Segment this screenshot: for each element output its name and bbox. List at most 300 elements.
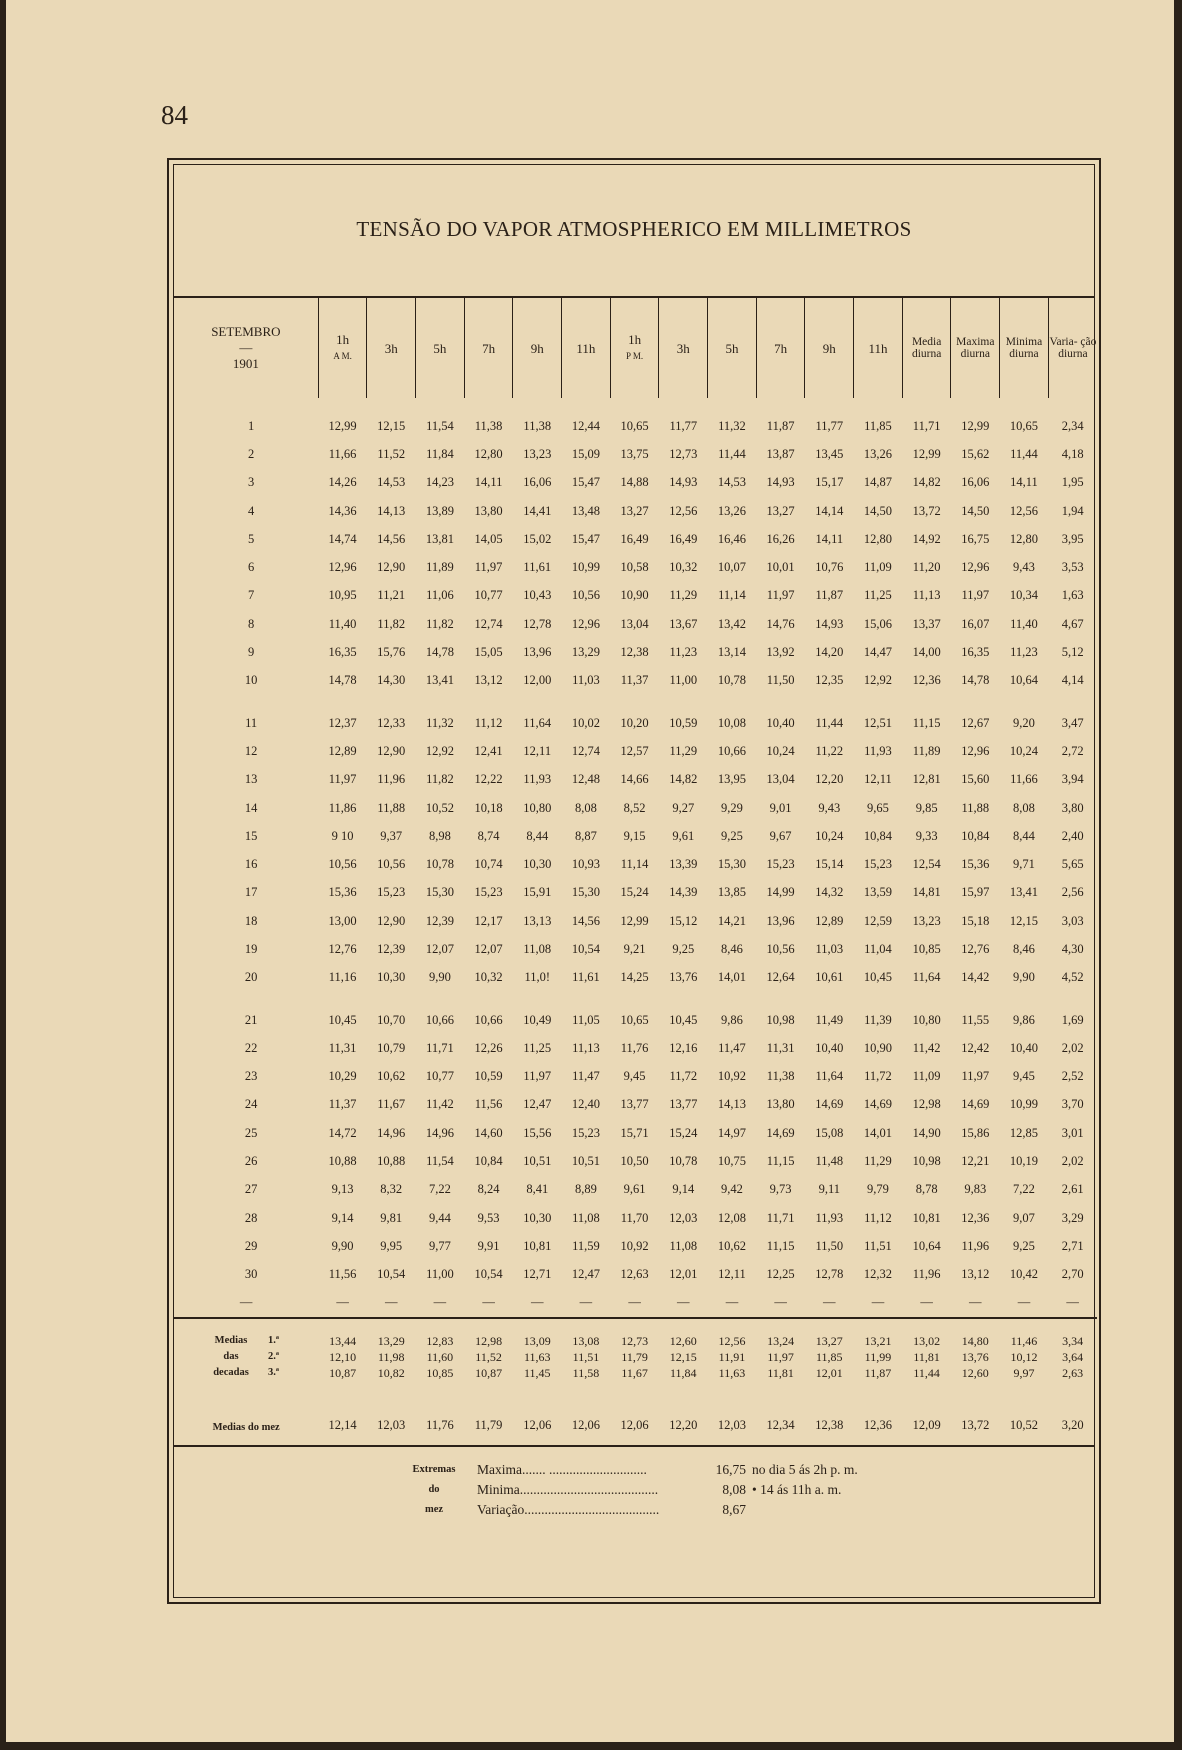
value-cell: 14,69 [961,1097,990,1112]
value-cell: 11,05 [572,1012,600,1027]
value-cell: 16,06 [961,475,990,490]
value-cell: 14,78 [961,673,990,688]
spacer-cell [174,398,318,412]
value-cell: 14,81 [912,885,941,900]
spacer-cell [659,1319,708,1333]
value-cell: 10,81 [912,1210,941,1225]
value-cell: 15,06 [863,616,893,631]
value-cell: 15,47 [571,475,600,490]
dash-cell: — [482,1295,495,1310]
spacer-cell [318,398,367,412]
spacer-cell [513,398,562,412]
extremes-label: Minima......................................... [477,1482,659,1497]
dash-cell: — [384,1295,398,1310]
value-cell: 10,56 [328,857,357,872]
table-row [174,709,1097,737]
value-cell: 11,96 [912,1267,941,1282]
value-cell: 9,11 [818,1182,840,1197]
value-cell: 14,56 [571,913,600,928]
header-hour [318,298,367,398]
value-cell: 8,44 [526,828,549,843]
value-cell: 15,23 [474,885,503,900]
value-cell: 10,75 [717,1154,746,1169]
extremes-note: • 14 ás 11h a. m. [752,1482,842,1497]
value-cell: 9,33 [915,828,938,843]
spacer-cell [318,1319,367,1333]
value-cell: 12,33 [377,715,406,730]
value-cell: 14,00 [912,645,941,660]
value-cell: 13,29 [571,645,600,660]
day-cell: 6 [247,560,255,575]
decade-value-cell: 11,98 [377,1349,405,1364]
table-row [174,582,1097,610]
month-label: Medias do mez [212,1421,280,1433]
value-cell: 13,27 [620,503,649,518]
value-cell: 13,59 [863,885,893,900]
value-cell: 8,87 [574,828,597,843]
value-cell: 8,41 [526,1182,549,1197]
decade-value-cell: 10,87 [329,1365,357,1380]
value-cell: 13,80 [474,503,503,518]
value-cell: 15,97 [961,885,990,900]
value-cell: 12,59 [863,913,893,928]
decade-value-cell: 11,45 [523,1365,551,1380]
value-cell: 10,51 [523,1154,552,1169]
value-cell: 10,62 [717,1238,746,1253]
value-cell: 11,03 [815,941,844,956]
value-cell: 10,32 [669,560,698,575]
spacer-cell [951,1319,1000,1333]
value-cell: 10,79 [377,1040,406,1055]
value-cell: 11,56 [474,1097,503,1112]
value-cell: 13,96 [766,913,795,928]
bottom-rule [174,1445,1094,1447]
value-cell: 9,15 [623,828,646,843]
value-cell: 12,99 [912,446,941,461]
value-cell: 12,08 [717,1210,746,1225]
value-cell: 2,70 [1061,1267,1084,1282]
value-cell: 14,92 [912,531,941,546]
table-row [174,469,1097,497]
value-cell: 11,40 [1010,616,1038,631]
header-row [174,298,1097,398]
gap-cell [756,695,805,709]
value-cell: 11,44 [718,446,746,461]
value-cell: 14,93 [815,616,844,631]
value-cell: 13,77 [620,1097,649,1112]
value-cell: 15,18 [961,913,990,928]
value-cell: 10,08 [717,715,746,730]
spacer-cell [174,1319,318,1333]
decade-value-cell: 12,15 [669,1349,697,1364]
spacer-cell [416,1319,465,1333]
value-cell: 11,87 [766,418,795,433]
value-cell: 10,58 [620,560,649,575]
value-cell: 11,12 [864,1210,892,1225]
value-cell: 11,97 [328,772,357,787]
value-cell: 14,97 [717,1125,746,1140]
value-cell: 12,32 [863,1267,893,1282]
header-month-dash: — [239,340,253,355]
value-cell: 12,74 [474,616,503,631]
value-cell: 8,89 [574,1182,597,1197]
value-cell: 14,50 [863,503,893,518]
value-cell: 9,14 [672,1182,695,1197]
value-cell: 12,39 [377,941,406,956]
day-cell: 11 [245,715,258,730]
decade-value-cell: 12,60 [669,1333,697,1348]
value-cell: 10,66 [717,743,746,758]
day-cell: 1 [247,418,255,433]
decade-mark: 3.ª [268,1366,280,1378]
value-cell: 12,99 [961,418,990,433]
dash-cell: — [628,1295,641,1310]
table-row [174,964,1097,992]
decade-row [174,1365,1097,1381]
value-cell: 13,26 [863,446,893,461]
table-row [174,1006,1097,1034]
value-cell: 10,78 [425,857,454,872]
value-cell: 9,85 [915,800,938,815]
value-cell: 10,29 [328,1069,357,1084]
value-cell: 12,80 [1009,531,1039,546]
value-cell: 10,45 [669,1012,698,1027]
spacer-cell [951,398,1000,412]
value-cell: 9,81 [380,1210,403,1225]
value-cell: 15,12 [669,913,698,928]
value-cell: 11,13 [572,1040,600,1055]
header-hour-label: 1h [336,332,350,347]
value-cell: 12,96 [961,560,990,575]
value-cell: 10,99 [571,560,600,575]
value-cell: 15,24 [669,1125,698,1140]
value-cell: 14,32 [815,885,844,900]
value-cell: 5,65 [1061,857,1084,872]
dash-cell: — [531,1295,544,1310]
day-cell: 13 [244,772,258,787]
dash-cell: — [969,1295,982,1310]
value-cell: 11,44 [1010,446,1038,461]
value-cell: 12,51 [863,715,893,730]
value-cell: 12,57 [620,743,649,758]
decade-value-cell: 10,85 [426,1365,454,1380]
day-cell: 5 [247,531,255,546]
value-cell: 11,14 [620,857,649,872]
spacer-cell [902,398,951,412]
value-cell: 10,65 [620,418,649,433]
decade-value-cell: 13,09 [523,1333,551,1348]
value-cell: 2,02 [1061,1154,1084,1169]
value-cell: 10,74 [474,857,503,872]
value-cell: 13,80 [766,1097,795,1112]
value-cell: 13,27 [766,503,795,518]
dash-cell: — [920,1295,933,1310]
value-cell: 10,40 [766,715,795,730]
gap-cell [805,695,854,709]
spacer-cell [416,398,465,412]
value-cell: 15,23 [863,857,893,872]
value-cell: 11,86 [328,800,357,815]
extremes-note: no dia 5 ás 2h p. m. [752,1462,858,1477]
dash-cell: — [239,1295,253,1310]
value-cell: 11,88 [961,800,990,815]
value-cell: 10,61 [815,970,844,985]
value-cell: 11,97 [961,1069,990,1084]
value-cell: 10,34 [1009,588,1039,603]
spacer-cell [562,398,611,412]
value-cell: 14,96 [377,1125,406,1140]
value-cell: 3,95 [1061,531,1084,546]
day-cell: 17 [244,885,258,900]
gap-cell [562,992,611,1006]
spacer-cell [1048,398,1097,412]
value-cell: 10,30 [523,857,552,872]
value-cell: 8,32 [380,1182,403,1197]
spacer-cell [464,1319,513,1333]
value-cell: 11,31 [328,1040,357,1055]
value-cell: 11,71 [912,418,941,433]
dash-cell: — [579,1295,593,1310]
value-cell: 9,45 [1013,1069,1035,1084]
gap-cell [174,992,318,1006]
value-cell: 11,66 [1010,772,1038,787]
value-cell: 11,03 [572,673,600,688]
value-cell: 10,56 [766,941,795,956]
decade-label-text: das [223,1350,239,1362]
day-cell: 14 [244,800,258,815]
table-row [174,1091,1097,1119]
decade-value-cell: 12,01 [815,1365,843,1380]
value-cell: 10,45 [328,1012,357,1027]
header-minima-diurna: Minima diurna [1000,298,1049,398]
value-cell: 9,90 [428,970,451,985]
value-cell: 10,92 [620,1238,649,1253]
value-cell: 11,97 [523,1069,552,1084]
table-row [174,822,1097,850]
value-cell: 9,90 [1013,970,1035,985]
value-cell: 14,53 [717,475,746,490]
month-value-cell: 10,52 [1009,1417,1039,1432]
gap-cell [854,695,903,709]
value-cell: 11,72 [864,1069,892,1084]
value-cell: 15,47 [571,531,600,546]
value-cell: 11,12 [474,715,503,730]
value-cell: 12,36 [912,673,941,688]
header-month-name: SETEMBRO [211,324,281,339]
value-cell: 10,30 [377,970,406,985]
value-cell: 11,23 [1010,645,1038,660]
gap-cell [610,695,659,709]
day-cell: 20 [244,970,258,985]
value-cell: 9,20 [1013,715,1035,730]
gap-cell [318,992,367,1006]
value-cell: 12,21 [961,1154,990,1169]
value-cell: 12,44 [571,418,600,433]
spacer-cell [659,398,708,412]
value-cell: 14,60 [474,1125,503,1140]
value-cell: 12,56 [669,503,698,518]
vapor-table [174,298,1097,1435]
decade-value-cell: 11,63 [718,1365,746,1380]
value-cell: 9,53 [477,1210,500,1225]
month-value-cell: 12,34 [766,1417,795,1432]
value-cell: 14,50 [961,503,990,518]
value-cell: 11,08 [572,1210,600,1225]
extremes-side-line: Extremas [412,1464,456,1475]
value-cell: 2,40 [1061,828,1084,843]
value-cell: 13,14 [717,645,746,660]
spacer-cell [562,1319,611,1333]
table-row [174,1204,1097,1232]
value-cell: 14,93 [766,475,795,490]
value-cell: 11,82 [426,772,454,787]
table-title: TENSÃO DO VAPOR ATMOSPHERICO EM MILLIMETROS [356,217,912,241]
value-cell: 11,00 [426,1267,454,1282]
value-cell: 11,54 [426,1154,454,1169]
value-cell: 11,0! [524,970,551,985]
month-value-cell: 12,09 [912,1417,941,1432]
value-cell: 11,93 [864,743,892,758]
value-cell: 14,53 [377,475,406,490]
value-cell: 8,52 [623,800,646,815]
value-cell: 9,77 [428,1238,451,1253]
table-row [174,497,1097,525]
gap-cell [1000,992,1049,1006]
value-cell: 12,35 [815,673,844,688]
value-cell: 10,56 [571,588,600,603]
decade-value-cell: 11,60 [426,1349,454,1364]
value-cell: 10,90 [863,1040,893,1055]
page [6,0,1174,1742]
value-cell: 11,54 [426,418,454,433]
value-cell: 12,90 [377,913,406,928]
value-cell: 11,50 [815,1238,844,1253]
decade-value-cell: 12,98 [475,1333,503,1348]
gap-cell [464,992,513,1006]
value-cell: 11,71 [426,1040,454,1055]
value-cell: 15,05 [474,645,503,660]
value-cell: 14,82 [669,772,698,787]
spacer-cell [1000,1319,1049,1333]
decade-value-cell: 11,85 [816,1349,843,1364]
gap-cell [854,992,903,1006]
value-cell: 10,88 [328,1154,357,1169]
decade-mark: 1.ª [268,1334,280,1346]
value-cell: 4,30 [1061,941,1084,956]
value-cell: 9,21 [623,941,646,956]
value-cell: 12,39 [425,913,454,928]
value-cell: 12,47 [523,1097,552,1112]
spacer-cell [708,1319,757,1333]
decade-value-cell: 13,08 [572,1333,600,1348]
value-cell: 11,96 [377,772,406,787]
decade-value-cell: 3,64 [1062,1349,1084,1364]
value-cell: 14,25 [620,970,649,985]
decade-value-cell: 2,63 [1062,1365,1084,1380]
month-value-cell: 12,06 [620,1417,649,1432]
value-cell: 15,91 [523,885,552,900]
value-cell: 10,24 [1009,743,1039,758]
decade-value-cell: 10,87 [475,1365,503,1380]
value-cell: 15,24 [620,885,649,900]
value-cell: 12,99 [620,913,649,928]
value-cell: 14,47 [863,645,893,660]
value-cell: 10,88 [377,1154,406,1169]
value-cell: 11,08 [523,941,552,956]
decade-value-cell: 12,83 [426,1333,454,1348]
decade-value-cell: 11,87 [864,1365,892,1380]
value-cell: 8,24 [477,1182,500,1197]
day-cell: 29 [244,1238,258,1253]
value-cell: 11,47 [718,1040,746,1055]
value-cell: 10,56 [377,857,406,872]
value-cell: 12,76 [328,941,357,956]
table-row [174,1232,1097,1260]
value-cell: 9,86 [1013,1012,1035,1027]
value-cell: 9,83 [964,1182,987,1197]
value-cell: 14,30 [377,673,406,688]
spacer-cell [805,398,854,412]
table-row [174,610,1097,638]
table-row [174,907,1097,935]
extremes-row-minima [477,1480,917,1500]
decade-label [174,1365,318,1381]
value-cell: 13,23 [523,446,552,461]
value-cell: 14,01 [863,1125,893,1140]
value-cell: 12,96 [328,560,357,575]
decade-value-cell: 12,73 [621,1333,649,1348]
value-cell: 11,14 [718,588,746,603]
gap-cell [174,695,318,709]
value-cell: 11,59 [572,1238,600,1253]
value-cell: 14,69 [766,1125,795,1140]
decade-value-cell: 11,99 [864,1349,892,1364]
value-cell: 14,11 [815,531,844,546]
value-cell: 13,41 [1009,885,1039,900]
value-cell: 12,96 [961,743,990,758]
value-cell: 11,64 [815,1069,844,1084]
value-cell: 4,67 [1061,616,1084,631]
decade-row [174,1333,1097,1349]
decade-value-cell: 11,44 [913,1365,940,1380]
value-cell: 10,24 [815,828,844,843]
value-cell: 11,89 [426,560,454,575]
value-cell: 10,65 [1009,418,1039,433]
value-cell: 15,02 [523,531,552,546]
header-media-diurna: Media diurna [902,298,951,398]
dash-cell: — [336,1295,349,1310]
value-cell: 11,22 [815,743,844,758]
value-cell: 15,17 [815,475,844,490]
value-cell: 13,76 [669,970,698,985]
value-cell: 4,14 [1061,673,1084,688]
value-cell: 12,01 [669,1267,698,1282]
extremes-side-line: do [428,1484,440,1495]
value-cell: 16,49 [620,531,649,546]
value-cell: 11,44 [815,715,844,730]
spacer-cell [610,398,659,412]
value-cell: 10,51 [571,1154,600,1169]
gap-cell [1048,695,1097,709]
value-cell: 13,12 [474,673,503,688]
value-cell: 3,01 [1061,1125,1084,1140]
value-cell: 9,42 [721,1182,743,1197]
decade-value-cell: 13,21 [864,1333,892,1348]
value-cell: 12,89 [328,743,357,758]
spacer-cell [756,398,805,412]
value-cell: 8,08 [574,800,597,815]
gap-cell [513,695,562,709]
